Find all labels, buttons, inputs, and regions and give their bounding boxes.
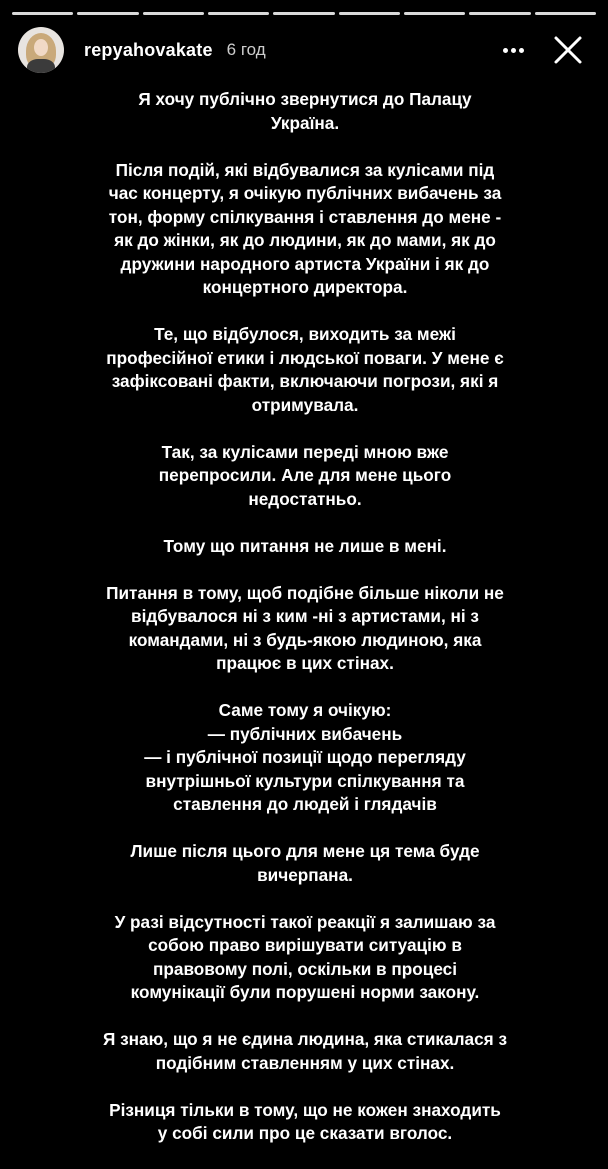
story-text xyxy=(70,88,540,1169)
progress-segment xyxy=(273,12,334,15)
progress-segment xyxy=(339,12,400,15)
story-progress-bar xyxy=(12,12,596,15)
paragraph: Я знаю, що я не єдина людина, яка стикалася з подібним ставленням у цих стінах. xyxy=(103,1029,507,1073)
paragraph: Лише після цього для мене ця тема буде вичерпана. xyxy=(130,841,480,885)
post-time: 6 год xyxy=(226,40,266,59)
paragraph: Те, що відбулося, виходить за межі професійної етики і людської поваги. У мене є зафіксовані факти, включаючи погрози, які я отримувала. xyxy=(106,324,504,415)
more-horizontal-icon[interactable] xyxy=(503,48,524,53)
progress-segment xyxy=(12,12,73,15)
progress-segment xyxy=(208,12,269,15)
progress-segment xyxy=(469,12,530,15)
progress-segment xyxy=(143,12,204,15)
avatar[interactable] xyxy=(18,27,64,73)
paragraph: Так, за кулісами переді мною вже перепросили. Але для мене цього недостатньо. xyxy=(158,441,452,509)
paragraph: Саме тому я очікую: — публічних вибачень — і публічної позиції щодо перегляду внутрішньої культури спілкування та ставлення до людей і глядачів xyxy=(144,700,466,814)
username[interactable]: repyahovakate xyxy=(84,39,213,60)
paragraph: Різниця тільки в тому, що не кожен знаходить у собі сили про це сказати вголос. xyxy=(109,1099,501,1143)
progress-segment xyxy=(404,12,465,15)
paragraph: Тому що питання не лише в мені. xyxy=(163,535,447,556)
progress-segment xyxy=(535,12,596,15)
paragraph: Я хочу публічно звернутися до Палацу Україна. xyxy=(138,89,472,133)
paragraph: Питання в тому, щоб подібне більше ніколи не відбувалося ні з ким -ні з артистами, ні з командами, ні з будь-якою людиною, яка працює в цих стінах. xyxy=(106,582,504,673)
story-header xyxy=(18,26,596,74)
paragraph: У разі відсутності такої реакції я залишаю за собою право вирішувати ситуацію в правовому полі, оскільки в процесі комунікації були порушені норми закону. xyxy=(114,911,496,1002)
paragraph: Після подій, які відбувалися за кулісами під час концерту, я очікую публічних вибачень за тон, форму спілкування і ставлення до мене - як до жінки, як до людини, як до мами, як до дружини народного артиста України і як до концертного директора. xyxy=(108,159,502,297)
progress-segment xyxy=(77,12,138,15)
close-icon[interactable] xyxy=(552,34,584,66)
